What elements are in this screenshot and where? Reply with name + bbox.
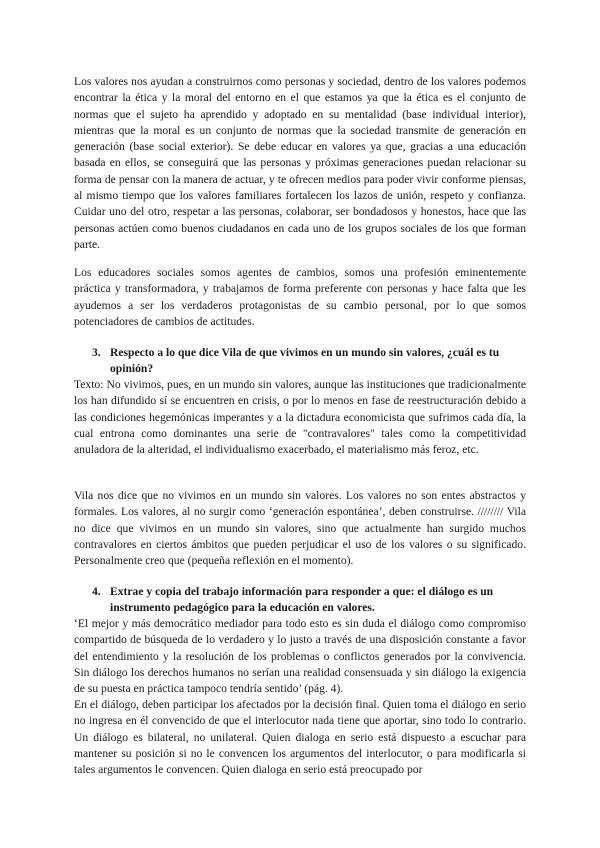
question-4-heading (92, 584, 526, 617)
question-4-title: Extrae y copia del trabajo información para responder a que: el diálogo es un instrumento pedagógico para la educación en valores. (110, 585, 494, 615)
question-3-title: Respecto a lo que dice Vila de que vivimos en un mundo sin valores, ¿cuál es tu opinión? (110, 346, 500, 376)
paragraph-values-intro: Los valores nos ayudan a construirnos como personas y sociedad, dentro de los valores podemos encontrar la ética y la moral del entorno en el que estamos ya que la ética es el conjunto de normas que el sujeto ha aprendido y adoptado en su mentalidad (base individual interior), mientras que la moral es un conjunto de normas que la sociedad transmite de generación en generación (base social exterior). Se debe educar en valores ya que, gracias a una educación basada en ellos, se conseguirá que las personas y próximas generaciones puedan relacionar su forma de pensar con la manera de actuar, y te ofrecen medios para poder vivir conforme piensas, al mismo tiempo que los valores familiares fortalecen los lazos de unión, respeto y confianza. Cuidar uno del otro, respetar a las personas, colaborar, ser bondadosos y honestos, hace que las personas actúen como buenos ciudadanos en cada uno de los grupos sociales de los que forman parte. (74, 75, 526, 251)
question-4-number: 4. (92, 585, 101, 598)
question-3-heading (92, 345, 526, 378)
question-4-quote: ‘El mejor y más democrático mediador para todo esto es sin duda el diálogo como compromiso compartido de búsqueda de lo verdadero y lo justo a través de una disposición constante a favor del entendimiento y la resolución de los problemas o conflictos generados por la convivencia. Sin diálogo los derechos humanos no serían una realidad consensuada y sin diálogo la exigencia de su puesta en práctica tampoco tendría sentido’ (pág. 4). (74, 617, 526, 696)
question-3-answer: Vila nos dice que no vivimos en un mundo sin valores. Los valores no son entes abstractos y formales. Los valores, al no surgir como ‘generación espontánea’, deben construirse. //////// Vila no dice que vivimos en un mundo sin valores, sino que actualmente han surgido muchos contravalores en ciertos ámbitos que pueden perjudicar el uso de los valores o su significado. Personalmente creo que (pequeña reflexión en el momento). (74, 489, 526, 568)
question-3-quoted-text: Texto: No vivimos, pues, en un mundo sin valores, aunque las instituciones que tradicionalmente los han difundido sí se encuentren en crisis, o por lo menos en fase de reestructuración debido a las condiciones hegemónicas imperantes y a la dictadura economicista que sufrimos cada día, la cual entrona como dominantes una serie de "contravalores" tales como la competitividad anuladora de la alteridad, el individualismo exacerbado, el materialismo más feroz, etc. (74, 378, 526, 457)
paragraph-social-educators: Los educadores sociales somos agentes de cambios, somos una profesión eminentemente práctica y transformadora, y trabajamos de forma preferente con personas y hace falta que les ayudemos a ser los verdaderos protagonistas de su cambio personal, por lo que somos potenciadores de cambios de actitudes. (74, 266, 526, 328)
question-4-answer: En el diálogo, deben participar los afectados por la decisión final. Quien toma el diálogo en serio no ingresa en él convencido de que el interlocutor nada tiene que aportar, sino todo lo contrario. Un diálogo es bilateral, no unilateral. Quien dialoga en serio está dispuesto a escuchar para mantener su posición si no le convencen los argumentos del interlocutor, o para modificarla si tales argumentos le convencen. Quien dialoga en serio está preocupado por (74, 698, 526, 777)
question-3-number: 3. (92, 346, 101, 359)
